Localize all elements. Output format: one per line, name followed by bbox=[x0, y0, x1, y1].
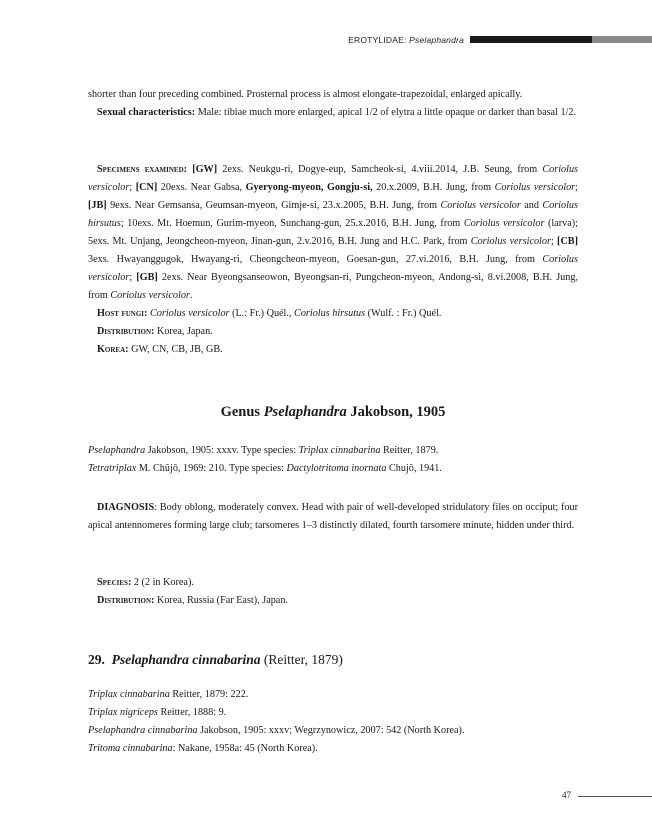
footer-rule bbox=[578, 796, 652, 797]
sexual-characteristics: Sexual characteristics: Male: tibiae much more enlarged, apical 1/2 of elytra a little opaque or darker than basal 1/2. bbox=[97, 107, 577, 118]
host-fungi: Host fungi: Coriolus versicolor (L.: Fr.) Quél., Coriolus hirsutus (Wulf. : Fr.) Quél. bbox=[97, 308, 442, 319]
species-heading: 29. Pselaphandra cinnabarina (Reitter, 1879) bbox=[88, 652, 343, 667]
diagnosis-block bbox=[88, 499, 578, 535]
diagnosis: DIAGNOSIS: Body oblong, moderately convex. Head with pair of well-developed stridulatory files on occiput; four apical antennomeres forming large club; tarsomeres 1–3 distinctly dilated, fourth tarsomere minute, hidden under third. bbox=[88, 502, 578, 531]
synonym-entry: Pselaphandra Jakobson, 1905: xxxv. Type species: Triplax cinnabarina Reitter, 1879. bbox=[88, 445, 439, 456]
specimens-block bbox=[88, 161, 578, 359]
running-head: EROTYLIDAE: Pselaphandra bbox=[348, 35, 464, 45]
header-rule-accent bbox=[592, 36, 652, 43]
specimens-examined: Specimens examined: [GW] 2exs. Neukgu-ri, Dogye-eup, Samcheok-si, 4.viii.2014, J.B. Seung, from Coriolus versicolor; [CN] 20exs. Near Gabsa, Gyeryong-myeon, Gongju-si, 20.x.2009, B.H. Jung, from Coriolus versicolor; [JB] 9exs. Near Gemsansa, Geumsan-myeon, Gimje-si, 23.x.2005, B.H. Jung, from Coriolus versicolor and Coriolus hirsutus; 10exs. Mt. Hoemun, Gurim-myeon, Sunchang-gun, 25.x.2016, B.H. Jung, from Coriolus versicolor (larva); 5exs. Mt. Unjang, Jeongcheon-myeon, Jinan-gun, 2.v.2016, B.H. Jung and H.C. Park, from Coriolus versicolor; [CB] 3exs. Hwayanggugok, Hwayang-ri, Cheongcheon-myeon, Goesan-gun, 27.vi.2016, B.H. Jung, from Coriolus versicolor; [GB] 2exs. Near Byeongsanseowon, Byeongsan-ri, Pungcheon-myeon, Andong-si, 8.vi.2008, B.H. Jung, from Coriolus versicolor. bbox=[88, 164, 579, 301]
distribution: Distribution: Korea, Japan. bbox=[97, 326, 213, 337]
page-number: 47 bbox=[562, 790, 571, 800]
korea-provinces: Korea: GW, CN, CB, JB, GB. bbox=[97, 344, 223, 355]
genus-distribution: Distribution: Korea, Russia (Far East), Japan. bbox=[97, 595, 288, 606]
synonym-entry: Tetratriplax M. Chûjô, 1969: 210. Type species: Dactylotritoma inornata Chujô, 1941. bbox=[88, 463, 442, 474]
genus-synonyms bbox=[88, 442, 578, 478]
reference-entry: Tritoma cinnabarina: Nakane, 1958a: 45 (North Korea). bbox=[88, 743, 318, 754]
genus-info bbox=[88, 574, 578, 610]
description-paragraph: shorter than four preceding combined. Prosternal process is almost elongate-trapezoidal, enlarged apically. bbox=[88, 89, 523, 100]
reference-entry: Triplax cinnabarina Reitter, 1879: 222. bbox=[88, 689, 249, 700]
reference-entry: Triplax nigriceps Reitter, 1888: 9. bbox=[88, 707, 227, 718]
species-count: Species: 2 (2 in Korea). bbox=[97, 577, 194, 588]
reference-entry: Pselaphandra cinnabarina Jakobson, 1905: xxxv; Wegrzynowicz, 2007: 542 (North Korea). bbox=[88, 725, 465, 736]
species-references bbox=[88, 686, 578, 758]
description-block bbox=[88, 86, 578, 122]
genus-heading: Genus Pselaphandra Jakobson, 1905 bbox=[220, 404, 446, 420]
